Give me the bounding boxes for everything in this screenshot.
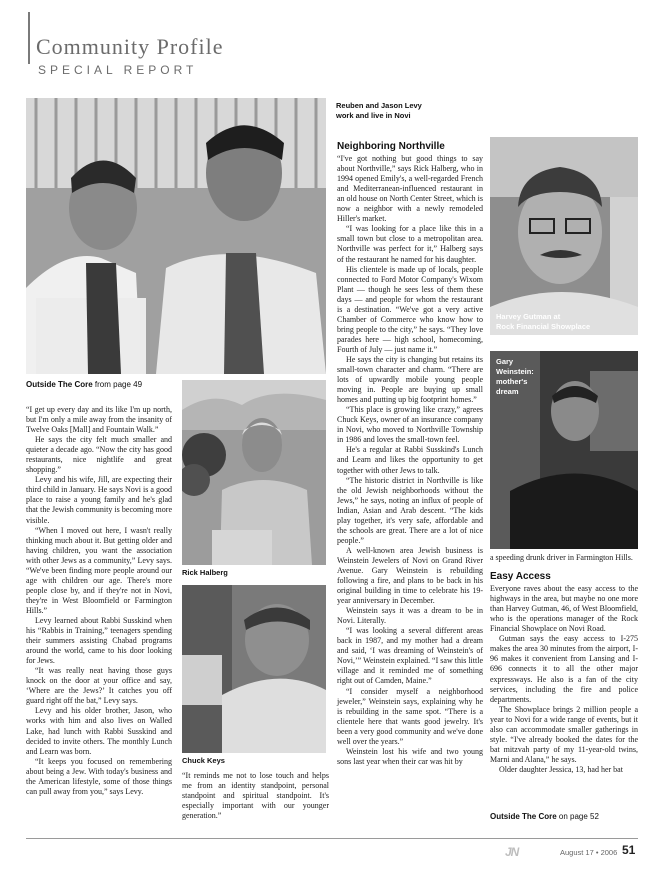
article-column-2 bbox=[182, 771, 329, 821]
caption-line: Weinstein: bbox=[496, 367, 534, 376]
paragraph: Gutman says the easy access to I-275 makes the area 30 minutes from the airport, I-96 makes it convenient from Lansing and I-696 connects it to all the other major expressways. He also is a fan of the city services, including the fire and police departments. bbox=[490, 634, 638, 704]
paragraph: “When I moved out here, I wasn't really thinking much about it. But getting older and having children, you want the association with other Jews as a community,” Levy says. “We've been finding more people around our age with children our age. There's more people close by, and if they're not in Novi, they're in West Bloomfield or Farmington Hills.” bbox=[26, 525, 172, 615]
paragraph: “I was looking a several different areas back in 1987, and my mother had a dream and said, ‘I was dreaming of Weinstein's of Novi,’” Weinstein explained. “I saw this little village and it reminded me of something right out of Camden, Maine.” bbox=[337, 626, 483, 686]
paragraph: “I get up every day and its like I'm up north, but I'm only a mile away from the insanity of Twelve Oaks [Mall] and Fountain Walk.” bbox=[26, 405, 172, 435]
paragraph: Levy and his older brother, Jason, who works with him and also lives on Walled Lake, had lunch with Rabbi Susskind and decided to invite others. The monthly Lunch and Learn was born. bbox=[26, 706, 172, 756]
photo-chuck-keys bbox=[182, 585, 326, 753]
paragraph: “This place is growing like crazy,” agrees Chuck Keys, owner of an insurance company in Novi, who moved to Northville Township in 1986 and loves the small-town feel. bbox=[337, 405, 483, 445]
photo-harvey-gutman bbox=[490, 137, 638, 335]
continued-from bbox=[26, 380, 142, 389]
paragraph: A well-known area Jewish business is Weinstein Jewelers of Novi on Grand River Avenue. Gary Weinstein is rebuilding following a fire, and plans to be back in his original building in time to celebrate his 19-year anniversary in December. bbox=[337, 545, 483, 606]
caption-line: Harvey Gutman at bbox=[496, 312, 561, 321]
caption-line: Rock Financial Showplace bbox=[496, 322, 591, 331]
paragraph: “It reminds me not to lose touch and helps me from an identity standpoint, personal standpoint and spiritual standpoint. It's especially important with our younger generation.” bbox=[182, 771, 329, 821]
section-title: Community Profile bbox=[36, 34, 224, 59]
paragraph: “I've got nothing but good things to say about Northville,” says Rick Halberg, who in 1994 opened Emily's, a well-regarded French and Mediterranean-influenced restaurant in an old house on North Center Street, which is now a neighbor with a newly remodeled Hiller's market. bbox=[337, 154, 483, 224]
photo-levy-brothers bbox=[26, 98, 326, 374]
subhead-easy-access: Easy Access bbox=[490, 571, 551, 583]
continued-from-bold: Outside The Core bbox=[26, 380, 93, 389]
paragraph: He's a regular at Rabbi Susskind's Lunch and Learn and likes the opportunity to get together with other Jews to talk. bbox=[337, 445, 483, 475]
caption-line: Reuben and Jason Levy bbox=[336, 101, 422, 110]
paragraph: Older daughter Jessica, 13, had her bat bbox=[499, 764, 623, 774]
section-subtitle: SPECIAL REPORT bbox=[38, 63, 198, 77]
paragraph: “It keeps you focused on remembering about being a Jew. With today's business and the American lifestyle, some of those things can pull away from you,” says Levy. bbox=[26, 756, 172, 796]
paragraph: “It was really neat having those guys knock on the door at your office and say, ‘Where are the Jews?’ It catches you off guard right off the bat,” Levy says. bbox=[26, 666, 172, 706]
page-number: 51 bbox=[622, 843, 636, 857]
paragraph: Levy and his wife, Jill, are expecting their third child in January. He says Novi is a good place to raise a young family and he's glad that the Jewish community is becoming more visible. bbox=[26, 475, 172, 525]
caption-gary-weinstein bbox=[496, 357, 534, 397]
paragraph: “The historic district in Northville is like the old Jewish neighborhoods without the Jews,” he says, noting an influx of people of Indian, Asian and Arab descent. “The kids play together, it's very safe, affordable and the schools are great. There are a lot of nice people.” bbox=[337, 475, 483, 545]
paragraph: “I was looking for a place like this in a small town but close to a metropolitan area. Northville was perfect for it,” Halberg says of the restaurant he named for his daughter. bbox=[337, 224, 483, 264]
article-column-1 bbox=[26, 405, 172, 797]
paragraph: Weinstein lost his wife and two young sons last year when their car was hit by bbox=[337, 746, 483, 766]
continued-on-rest: on page 52 bbox=[556, 812, 599, 821]
photo-rick-halberg bbox=[182, 380, 326, 565]
paragraph: He says the city felt much smaller and quieter a decade ago. “Now the city has good restaurants, nice nightlife and great shopping.” bbox=[26, 435, 172, 475]
paragraph: His clientele is made up of locals, people connected to Ford Motor Company's Wixom Plant — though he sees less of them these days — and people for whom the restaurant is a destination. “We've got a very active Chamber of Commerce who know how to bring people to the city,” he says. “They love parades here — high school, homecoming, Fourth of July — just name it.” bbox=[337, 264, 483, 354]
paragraph: Levy learned about Rabbi Susskind when his “Rabbis in Training,” teenagers spending their summers assisting Chabad programs around the world, came to his door looking for Jews. bbox=[26, 615, 172, 666]
article-column-3 bbox=[337, 140, 483, 767]
caption-line: work and live in Novi bbox=[336, 111, 411, 120]
caption-line: dream bbox=[496, 387, 519, 396]
paragraph: a speeding drunk driver in Farmington Hills. bbox=[490, 553, 633, 562]
publication-logo: JN bbox=[505, 845, 519, 859]
paragraph: Weinstein says it was a dream to be in Novi. Literally. bbox=[337, 606, 483, 626]
continued-on-bold: Outside The Core bbox=[490, 812, 557, 821]
caption-harvey-gutman bbox=[496, 312, 590, 332]
paragraph: “I consider myself a neighborhood jeweler,” Weinstein says, explaining why he is rebuilding in the same spot. “There is a clientele here that wants good jewelry. It's been a very good community and we've done well over the years.” bbox=[337, 686, 483, 746]
paragraph: The Showplace brings 2 million people a year to Novi for a wide range of events, but it also can accommodate smaller gatherings in style. “I've already booked the dates for the bat mitzvah party of my 11-year-old twins, Marni and Alana,” he says. bbox=[490, 704, 638, 764]
caption-levy-brothers bbox=[336, 101, 486, 121]
footer-rule bbox=[26, 838, 638, 839]
paragraph: Everyone raves about the easy access to the highways in the area, but maybe no one more than Harvey Gutman, 46, of West Bloomfield, who is the operations manager of the Rock Financial Showplace on Novi Road. bbox=[490, 584, 638, 634]
caption-chuck-keys: Chuck Keys bbox=[182, 756, 225, 765]
subhead-neighboring-northville: Neighboring Northville bbox=[337, 141, 445, 152]
article-column-4 bbox=[490, 553, 638, 775]
header-rule bbox=[28, 12, 30, 64]
continued-from-rest: from page 49 bbox=[92, 380, 143, 389]
issue-date: August 17 • 2006 bbox=[560, 848, 618, 857]
paragraph: He says the city is changing but retains its small-town character and charm. “There are lots of upwardly mobile young people moving in. People are buying up small homes and putting up big footprint homes.” bbox=[337, 354, 483, 405]
continued-on bbox=[490, 812, 599, 821]
caption-line: mother's bbox=[496, 377, 528, 386]
caption-line: Gary bbox=[496, 357, 514, 366]
caption-rick-halberg: Rick Halberg bbox=[182, 568, 228, 577]
